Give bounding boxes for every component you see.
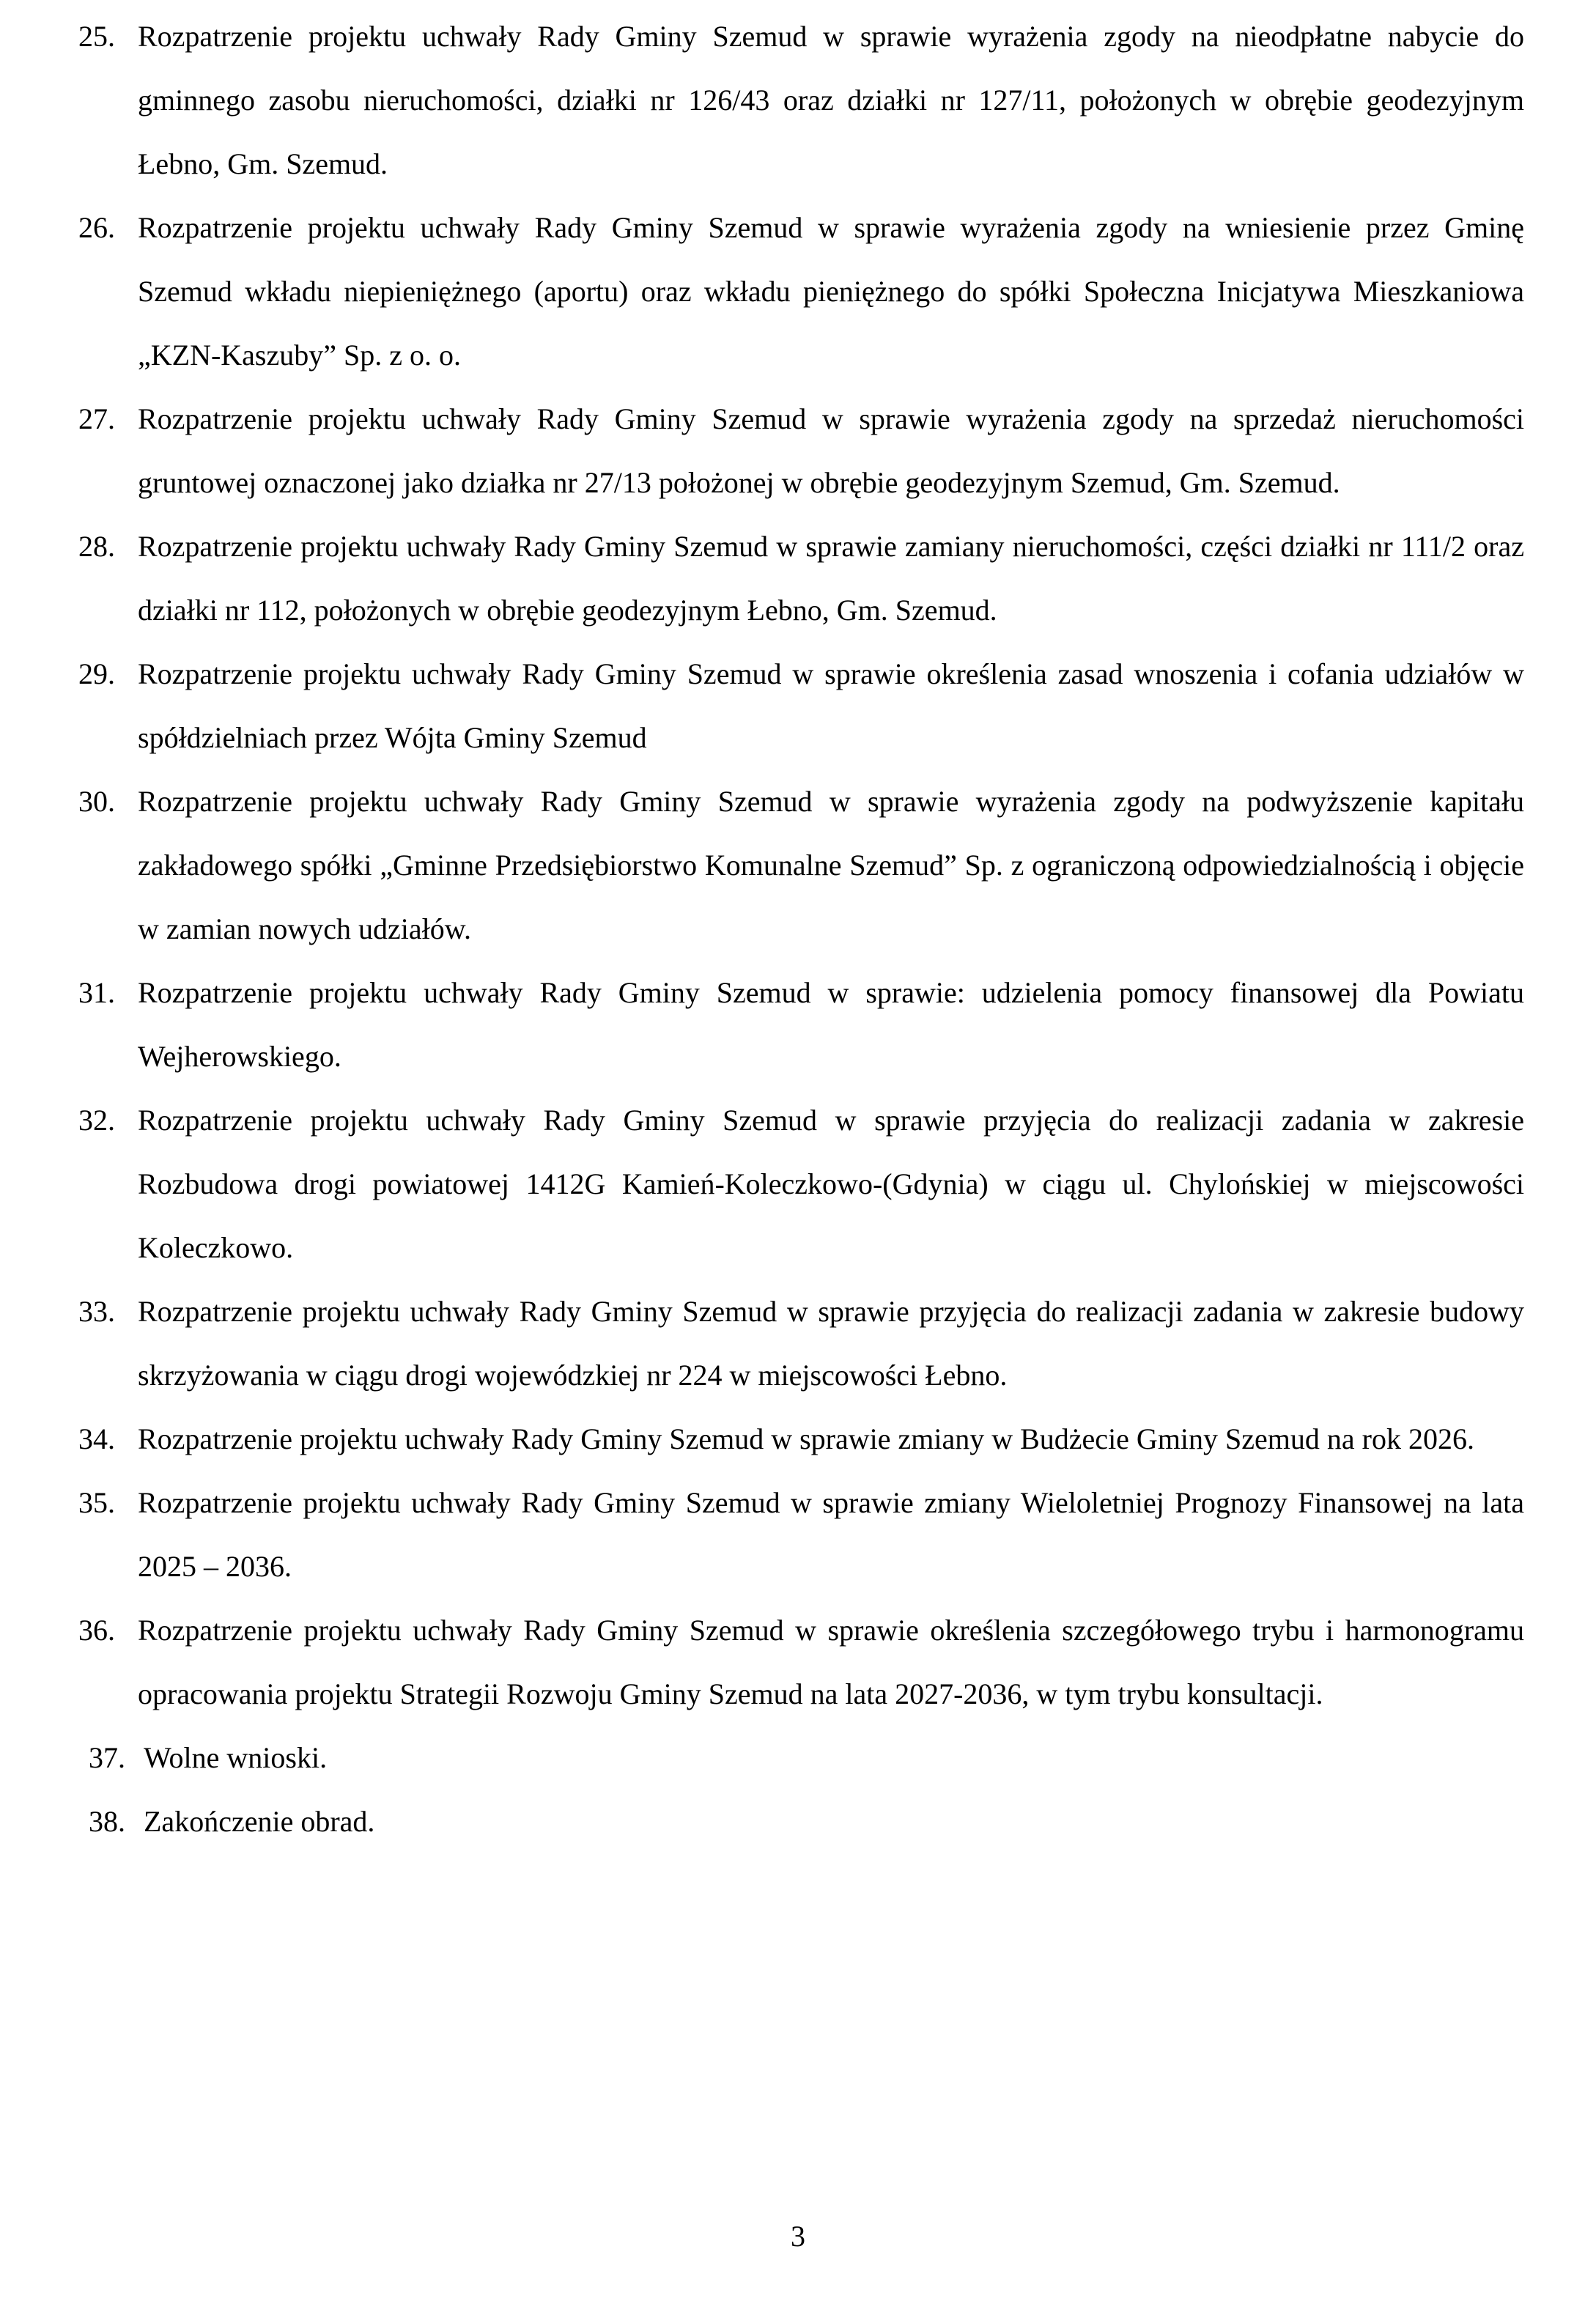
item-text: Rozpatrzenie projektu uchwały Rady Gminy Szemud w sprawie wyrażenia zgody na podwyższenie kapitału zakładowego spółki „Gminne Przedsiębiorstwo Komunalne Szemud” Sp. z ograniczoną odpowiedzialnością i objęcie w zamian nowych udziałów. bbox=[138, 785, 1524, 945]
item-text: Rozpatrzenie projektu uchwały Rady Gminy Szemud w sprawie wyrażenia zgody na wniesienie przez Gminę Szemud wkładu niepieniężnego (aportu) oraz wkładu pieniężnego do spółki Społeczna Inicjatywa Mieszkaniowa „KZN-Kaszuby” Sp. z o. o. bbox=[138, 211, 1524, 372]
list-item bbox=[78, 1598, 1524, 1726]
item-text: Rozpatrzenie projektu uchwały Rady Gminy Szemud w sprawie zmiany Wieloletniej Prognozy Finansowej na lata 2025 – 2036. bbox=[138, 1486, 1524, 1583]
item-number: 36. bbox=[78, 1614, 115, 1647]
list-item bbox=[78, 1471, 1524, 1598]
item-text: Rozpatrzenie projektu uchwały Rady Gminy Szemud w sprawie przyjęcia do realizacji zadania w zakresie budowy skrzyżowania w ciągu drogi wojewódzkiej nr 224 w miejscowości Łebno. bbox=[138, 1295, 1524, 1392]
item-number: 31. bbox=[78, 976, 115, 1009]
item-number: 37. bbox=[89, 1741, 125, 1774]
item-text: Rozpatrzenie projektu uchwały Rady Gminy Szemud w sprawie przyjęcia do realizacji zadania w zakresie Rozbudowa drogi powiatowej 1412G Kamień-Koleczkowo-(Gdynia) w ciągu ul. Chylońskiej w miejscowości Koleczkowo. bbox=[138, 1104, 1524, 1264]
item-text: Rozpatrzenie projektu uchwały Rady Gminy Szemud w sprawie zmiany w Budżecie Gminy Szemud na rok 2026. bbox=[138, 1422, 1474, 1455]
item-number: 30. bbox=[78, 785, 115, 818]
item-number: 29. bbox=[78, 657, 115, 690]
item-number: 35. bbox=[78, 1486, 115, 1519]
list-item bbox=[78, 1279, 1524, 1407]
item-text: Rozpatrzenie projektu uchwały Rady Gminy Szemud w sprawie określenia zasad wnoszenia i cofania udziałów w spółdzielniach przez Wójta Gminy Szemud bbox=[138, 657, 1524, 754]
list-item bbox=[78, 4, 1524, 196]
item-number: 38. bbox=[89, 1805, 125, 1838]
list-item bbox=[78, 1726, 1524, 1790]
item-number: 34. bbox=[78, 1422, 115, 1455]
item-text: Rozpatrzenie projektu uchwały Rady Gminy Szemud w sprawie zamiany nieruchomości, części działki nr 111/2 oraz działki nr 112, położonych w obrębie geodezyjnym Łebno, Gm. Szemud. bbox=[138, 530, 1524, 627]
list-item bbox=[78, 387, 1524, 514]
list-item bbox=[78, 1407, 1524, 1471]
item-text: Rozpatrzenie projektu uchwały Rady Gminy Szemud w sprawie: udzielenia pomocy finansowej dla Powiatu Wejherowskiego. bbox=[138, 976, 1524, 1073]
item-text: Rozpatrzenie projektu uchwały Rady Gminy Szemud w sprawie wyrażenia zgody na nieodpłatne nabycie do gminnego zasobu nieruchomości, działki nr 126/43 oraz działki nr 127/11, położonych w obrębie geodezyjnym Łebno, Gm. Szemud. bbox=[138, 20, 1524, 180]
item-text: Wolne wnioski. bbox=[144, 1741, 328, 1774]
page-number: 3 bbox=[791, 2220, 805, 2253]
agenda-list bbox=[78, 4, 1524, 1853]
list-item bbox=[78, 1790, 1524, 1853]
list-item bbox=[78, 1088, 1524, 1279]
item-text: Zakończenie obrad. bbox=[144, 1805, 375, 1838]
list-item bbox=[78, 642, 1524, 769]
item-number: 27. bbox=[78, 402, 115, 435]
item-number: 32. bbox=[78, 1104, 115, 1137]
item-text: Rozpatrzenie projektu uchwały Rady Gminy Szemud w sprawie wyrażenia zgody na sprzedaż nieruchomości gruntowej oznaczonej jako działka nr 27/13 położonej w obrębie geodezyjnym Szemud, Gm. Szemud. bbox=[138, 402, 1524, 499]
item-number: 28. bbox=[78, 530, 115, 563]
item-number: 33. bbox=[78, 1295, 115, 1328]
item-number: 25. bbox=[78, 20, 115, 53]
item-number: 26. bbox=[78, 211, 115, 244]
item-text: Rozpatrzenie projektu uchwały Rady Gminy Szemud w sprawie określenia szczegółowego trybu i harmonogramu opracowania projektu Strategii Rozwoju Gminy Szemud na lata 2027-2036, w tym trybu konsultacji. bbox=[138, 1614, 1524, 1710]
list-item bbox=[78, 961, 1524, 1088]
list-item bbox=[78, 196, 1524, 387]
list-item bbox=[78, 769, 1524, 961]
list-item bbox=[78, 514, 1524, 642]
